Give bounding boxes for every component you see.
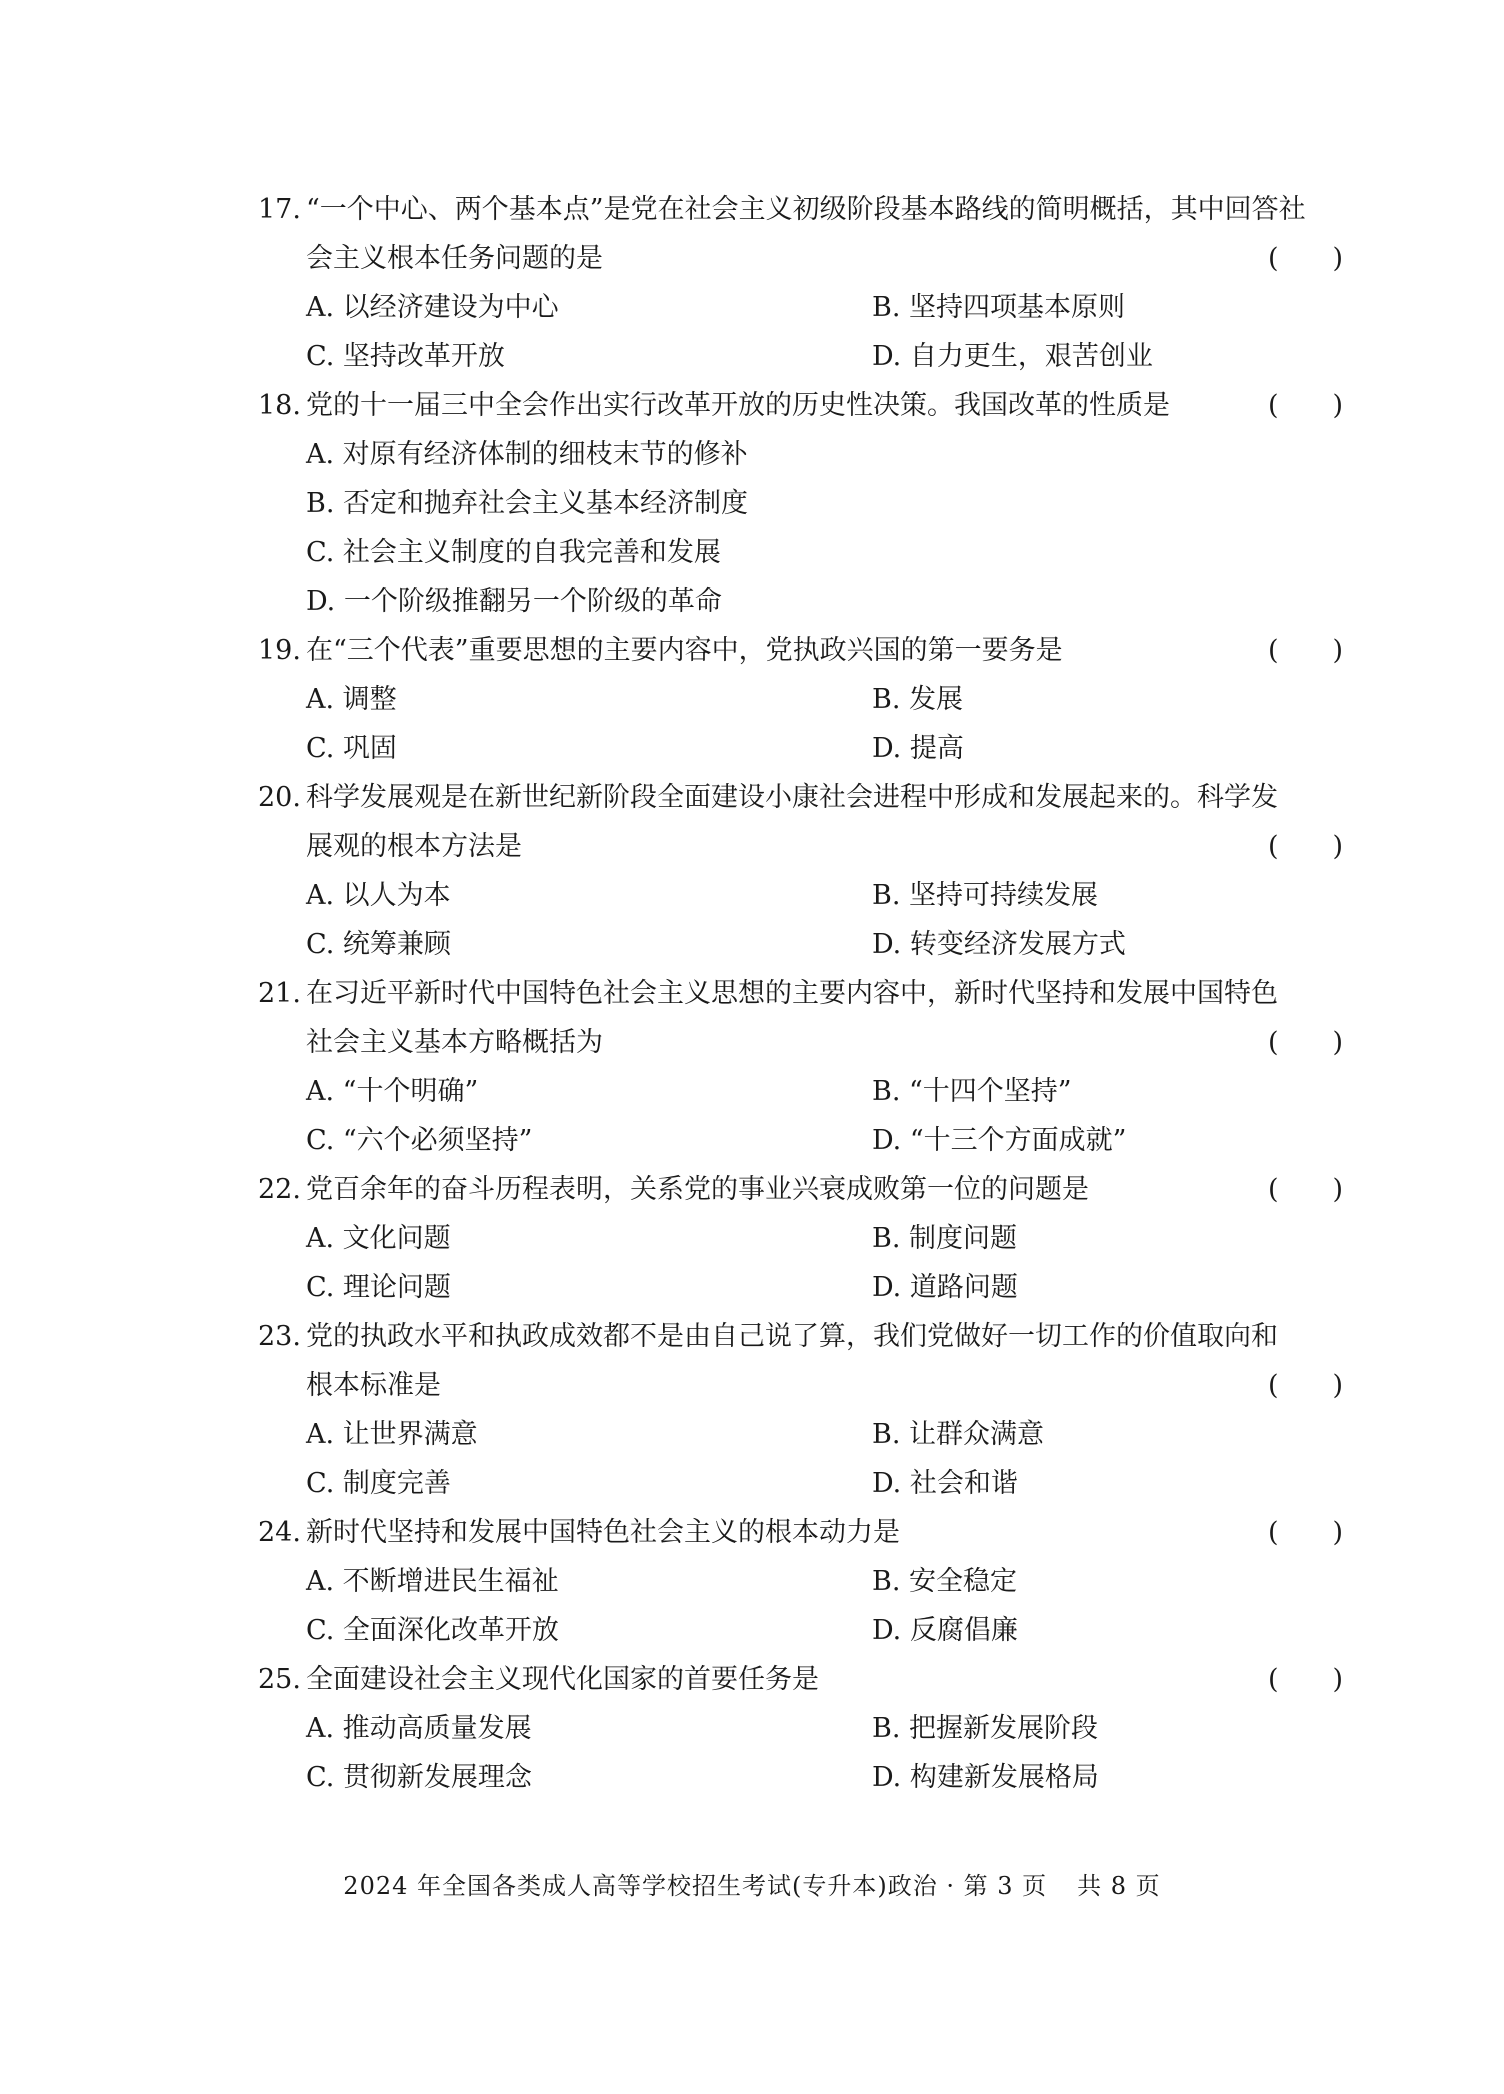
- answer-blank: ( ): [1268, 635, 1344, 666]
- option-d: D. 自力更生，艰苦创业: [872, 341, 1153, 372]
- answer-blank: ( ): [1268, 243, 1344, 274]
- option-b: B. 把握新发展阶段: [872, 1713, 1099, 1744]
- option-c: C. 坚持改革开放: [306, 341, 505, 372]
- question-number: 22.: [258, 1174, 301, 1205]
- question-text: 在“三个代表”重要思想的主要内容中，党执政兴国的第一要务是: [306, 635, 1063, 666]
- option-d: D. 社会和谐: [872, 1468, 1018, 1499]
- option-c: C. 贯彻新发展理念: [306, 1762, 532, 1793]
- question-text-continuation: 社会主义基本方略概括为: [306, 1027, 603, 1058]
- option-d: D. 道路问题: [872, 1272, 1018, 1303]
- question-number: 18.: [258, 390, 301, 421]
- option-b: B. 否定和抛弃社会主义基本经济制度: [306, 488, 749, 519]
- option-a: A. 对原有经济体制的细枝末节的修补: [306, 439, 748, 470]
- option-c: C. 社会主义制度的自我完善和发展: [306, 537, 721, 568]
- option-b: B. 让群众满意: [872, 1419, 1045, 1450]
- option-a: A. 推动高质量发展: [306, 1713, 532, 1744]
- option-d: D. 一个阶级推翻另一个阶级的革命: [306, 586, 722, 617]
- option-b: B. “十四个坚持”: [872, 1076, 1072, 1107]
- answer-blank: ( ): [1268, 390, 1344, 421]
- question-text: 新时代坚持和发展中国特色社会主义的根本动力是: [306, 1517, 900, 1548]
- question-text: “一个中心、两个基本点”是党在社会主义初级阶段基本路线的简明概括，其中回答社: [306, 194, 1306, 225]
- answer-blank: ( ): [1268, 831, 1344, 862]
- question-text-continuation: 根本标准是: [306, 1370, 441, 1401]
- question-text: 科学发展观是在新世纪新阶段全面建设小康社会进程中形成和发展起来的。科学发: [306, 782, 1278, 813]
- question-number: 17.: [258, 194, 301, 225]
- option-b: B. 坚持可持续发展: [872, 880, 1099, 911]
- option-b: B. 坚持四项基本原则: [872, 292, 1126, 323]
- question-text: 党百余年的奋斗历程表明，关系党的事业兴衰成败第一位的问题是: [306, 1174, 1089, 1205]
- question-number: 21.: [258, 978, 301, 1009]
- question-text-continuation: 展观的根本方法是: [306, 831, 522, 862]
- option-d: D. 转变经济发展方式: [872, 929, 1126, 960]
- option-d: D. 构建新发展格局: [872, 1762, 1099, 1793]
- option-a: A. “十个明确”: [306, 1076, 479, 1107]
- option-a: A. 不断增进民生福祉: [306, 1566, 559, 1597]
- question-number: 23.: [258, 1321, 301, 1352]
- option-c: C. 统筹兼顾: [306, 929, 451, 960]
- footer-total-pages: 共 8 页: [1077, 1872, 1161, 1900]
- option-d: D. 提高: [872, 733, 964, 764]
- option-a: A. 调整: [306, 684, 397, 715]
- answer-blank: ( ): [1268, 1517, 1344, 1548]
- option-b: B. 制度问题: [872, 1223, 1018, 1254]
- option-c: C. 全面深化改革开放: [306, 1615, 559, 1646]
- question-number: 24.: [258, 1517, 301, 1548]
- answer-blank: ( ): [1268, 1664, 1344, 1695]
- option-d: D. 反腐倡廉: [872, 1615, 1018, 1646]
- option-a: A. 以经济建设为中心: [306, 292, 559, 323]
- option-d: D. “十三个方面成就”: [872, 1125, 1127, 1156]
- question-text: 党的执政水平和执政成效都不是由自己说了算，我们党做好一切工作的价值取向和: [306, 1321, 1278, 1352]
- option-a: A. 以人为本: [306, 880, 451, 911]
- option-c: C. 巩固: [306, 733, 397, 764]
- question-text-continuation: 会主义根本任务问题的是: [306, 243, 603, 274]
- option-a: A. 文化问题: [306, 1223, 451, 1254]
- question-text: 在习近平新时代中国特色社会主义思想的主要内容中，新时代坚持和发展中国特色: [306, 978, 1278, 1009]
- option-b: B. 发展: [872, 684, 964, 715]
- answer-blank: ( ): [1268, 1370, 1344, 1401]
- option-c: C. “六个必须坚持”: [306, 1125, 533, 1156]
- question-text: 全面建设社会主义现代化国家的首要任务是: [306, 1664, 819, 1695]
- option-c: C. 理论问题: [306, 1272, 451, 1303]
- answer-blank: ( ): [1268, 1027, 1344, 1058]
- answer-blank: ( ): [1268, 1174, 1344, 1205]
- question-number: 20.: [258, 782, 301, 813]
- footer-exam-page: 2024 年全国各类成人高等学校招生考试(专升本)政治 · 第 3 页: [343, 1872, 1048, 1900]
- page-footer: [0, 1866, 1504, 1906]
- question-number: 19.: [258, 635, 301, 666]
- option-a: A. 让世界满意: [306, 1419, 478, 1450]
- question-number: 25.: [258, 1664, 301, 1695]
- question-text: 党的十一届三中全会作出实行改革开放的历史性决策。我国改革的性质是: [306, 390, 1170, 421]
- option-c: C. 制度完善: [306, 1468, 451, 1499]
- option-b: B. 安全稳定: [872, 1566, 1018, 1597]
